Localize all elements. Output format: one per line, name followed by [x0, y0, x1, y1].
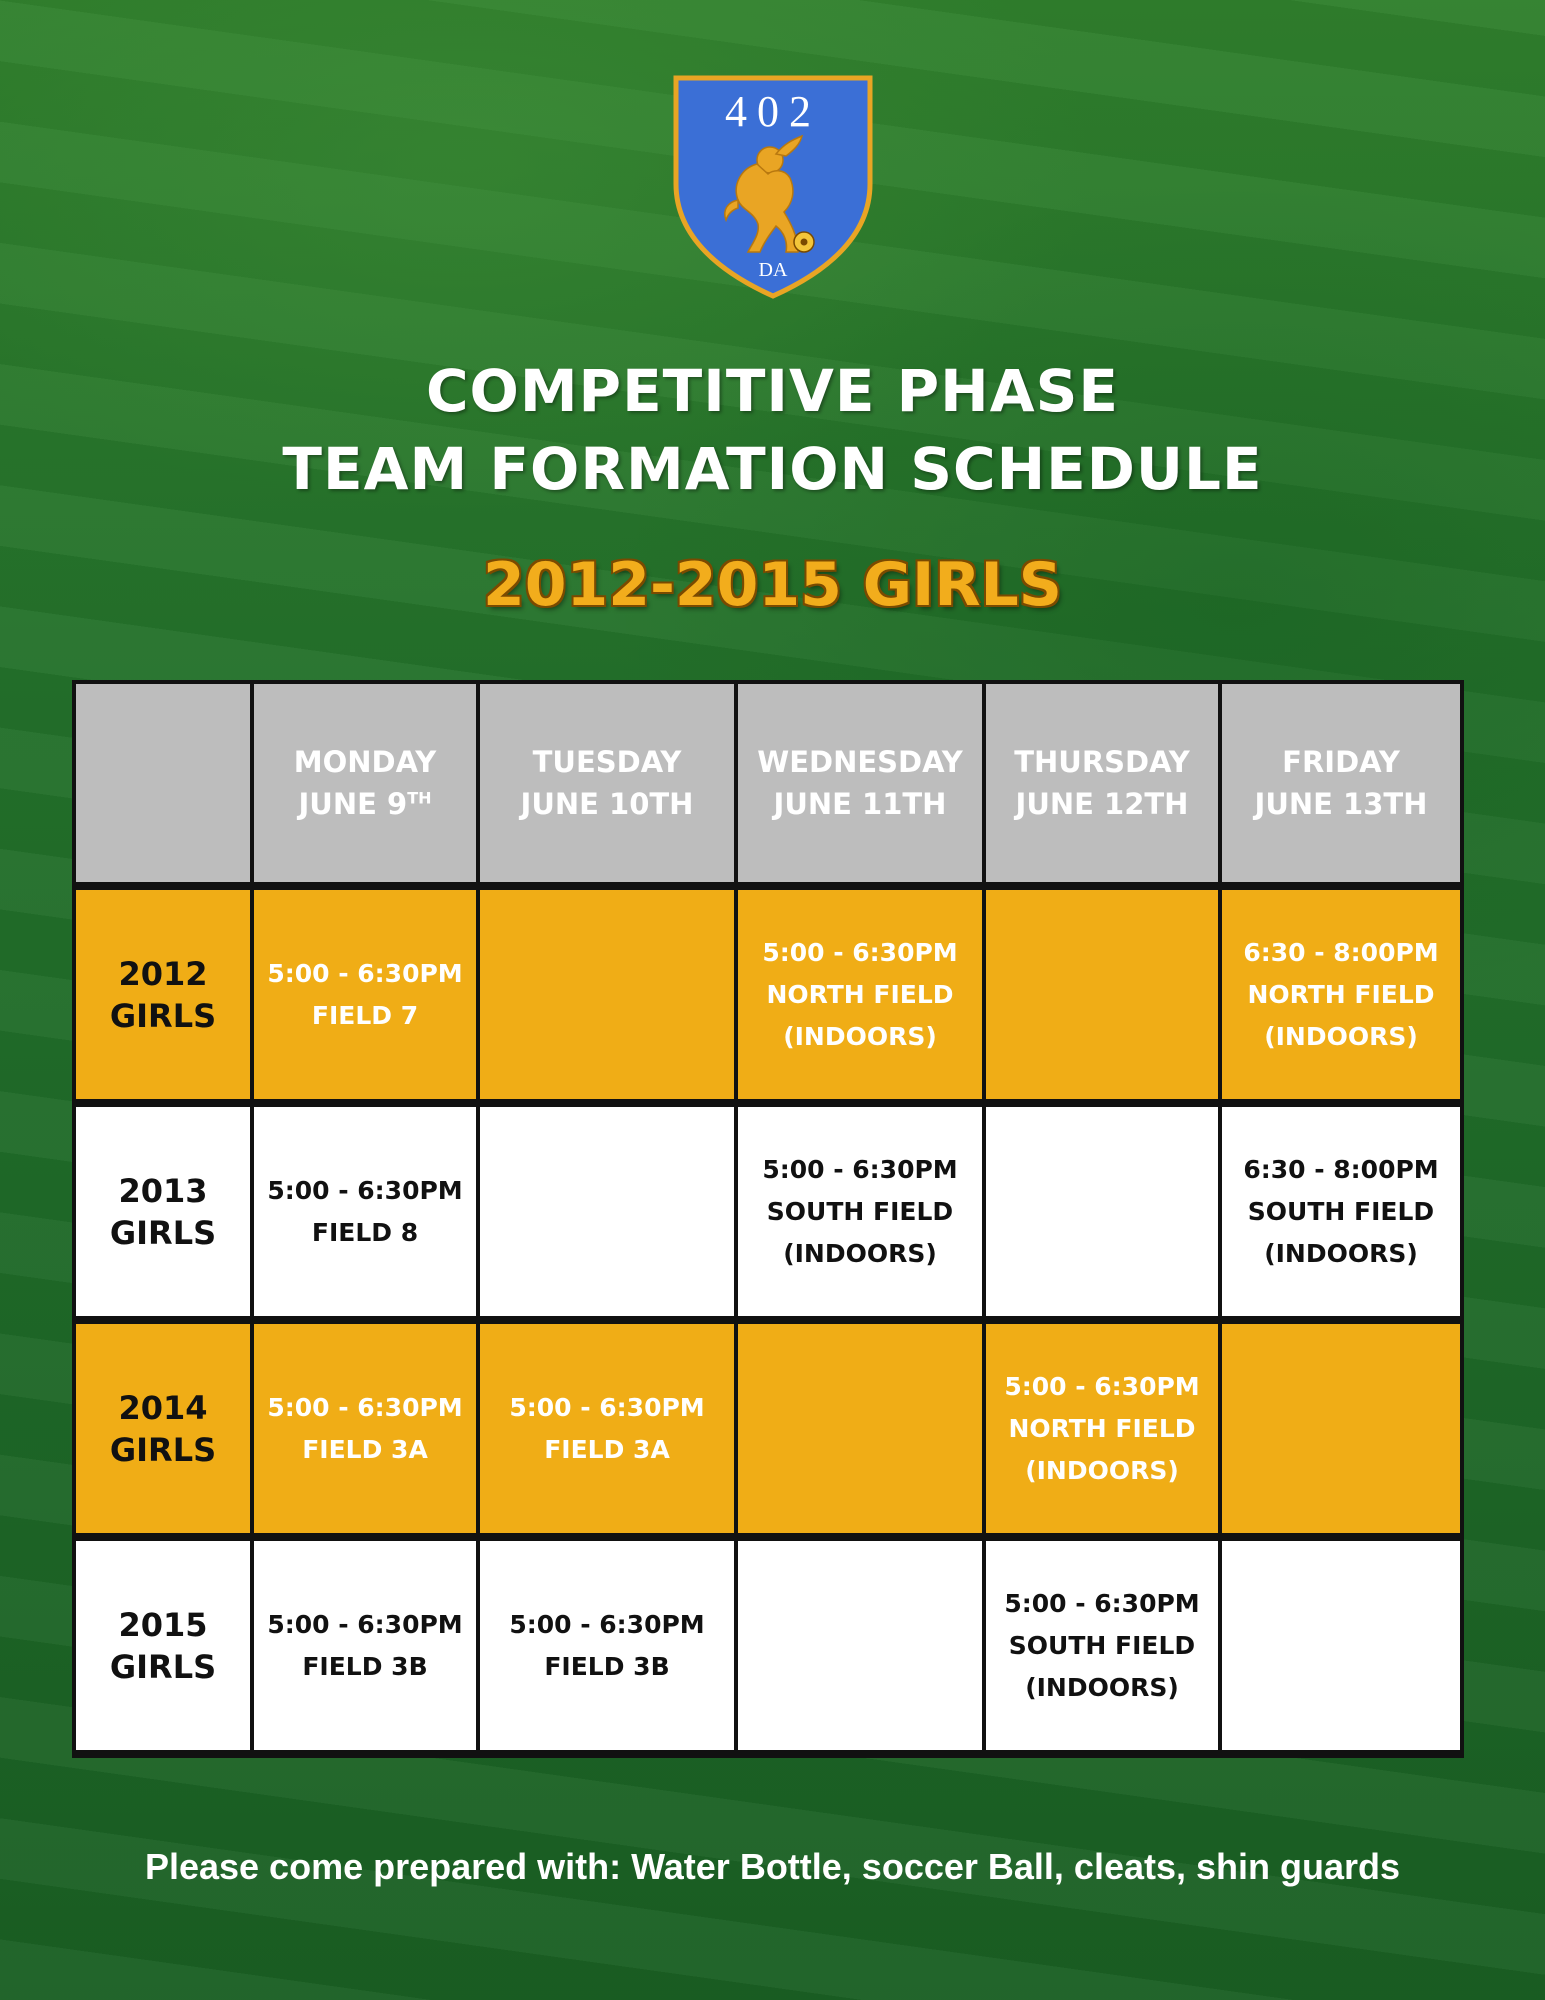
page-subtitle: 2012-2015 GIRLS: [483, 550, 1062, 620]
header-day: THURSDAY: [1014, 745, 1190, 779]
session-cell: [478, 1320, 736, 1537]
row-label-cell: [74, 1537, 252, 1754]
session-cell: [984, 1537, 1220, 1754]
session-field: SOUTH FIELD: [1008, 1630, 1196, 1660]
session-cell: [984, 1320, 1220, 1537]
crest-initials: DA: [758, 259, 788, 281]
session-field: FIELD 7: [311, 1000, 419, 1030]
session-time: 5:00 - 6:30PM: [267, 1175, 463, 1205]
session-cell: [252, 1537, 478, 1754]
crest-number: 402: [725, 87, 821, 136]
row-label-cell: [74, 886, 252, 1103]
session-note: (INDOORS): [783, 1021, 937, 1051]
row-group: GIRLS: [109, 996, 217, 1035]
empty-session-cell: [478, 886, 736, 1103]
session-cell: [1220, 1103, 1462, 1320]
header-cell-wednesday: [736, 682, 984, 886]
table-row-2012: [74, 886, 1462, 1103]
header-date-suffix: TH: [407, 788, 432, 808]
header-date: JUNE 12TH: [1015, 787, 1189, 821]
header-day: TUESDAY: [532, 745, 682, 779]
session-note: (INDOORS): [1025, 1455, 1179, 1485]
empty-session-cell: [736, 1320, 984, 1537]
session-cell: [1220, 886, 1462, 1103]
page-title-line1: COMPETITIVE PHASE: [425, 357, 1120, 425]
table-row-2014: [74, 1320, 1462, 1537]
session-cell: [736, 1103, 984, 1320]
table-row-2013: [74, 1103, 1462, 1320]
session-cell: [252, 1320, 478, 1537]
empty-session-cell: [736, 1537, 984, 1754]
session-time: 5:00 - 6:30PM: [762, 1154, 958, 1184]
empty-session-cell: [984, 1103, 1220, 1320]
session-time: 5:00 - 6:30PM: [267, 1609, 463, 1639]
session-note: (INDOORS): [1264, 1238, 1418, 1268]
empty-session-cell: [1220, 1537, 1462, 1754]
session-field: NORTH FIELD: [766, 979, 954, 1009]
session-field: SOUTH FIELD: [1247, 1196, 1435, 1226]
soccer-ball-icon: [794, 232, 814, 252]
header-corner-cell: [74, 682, 252, 886]
session-cell: [478, 1537, 736, 1754]
session-field: NORTH FIELD: [1008, 1413, 1196, 1443]
header-cell-thursday: [984, 682, 1220, 886]
session-time: 5:00 - 6:30PM: [509, 1392, 705, 1422]
session-time: 5:00 - 6:30PM: [762, 937, 958, 967]
row-label-cell: [74, 1103, 252, 1320]
session-note: (INDOORS): [783, 1238, 937, 1268]
empty-session-cell: [478, 1103, 736, 1320]
session-field: NORTH FIELD: [1247, 979, 1435, 1009]
header-cell-friday: [1220, 682, 1462, 886]
page-title-line2: TEAM FORMATION SCHEDULE: [282, 435, 1263, 503]
header-day: FRIDAY: [1282, 745, 1400, 779]
session-time: 6:30 - 8:00PM: [1243, 937, 1439, 967]
session-cell: [736, 886, 984, 1103]
session-cell: [252, 1103, 478, 1320]
session-time: 5:00 - 6:30PM: [1004, 1371, 1200, 1401]
header-date: JUNE 11TH: [773, 787, 947, 821]
row-label-cell: [74, 1320, 252, 1537]
session-field: FIELD 8: [311, 1217, 419, 1247]
row-group: GIRLS: [109, 1647, 217, 1686]
session-note: (INDOORS): [1264, 1021, 1418, 1051]
session-note: (INDOORS): [1025, 1672, 1179, 1702]
session-field: FIELD 3A: [544, 1434, 670, 1464]
row-year: 2015: [118, 1605, 208, 1644]
table-row-2015: [74, 1537, 1462, 1754]
row-year: 2013: [118, 1171, 208, 1210]
header-day: WEDNESDAY: [757, 745, 963, 779]
header-date: JUNE 9: [298, 787, 408, 821]
row-group: GIRLS: [109, 1430, 217, 1469]
empty-session-cell: [1220, 1320, 1462, 1537]
session-time: 6:30 - 8:00PM: [1243, 1154, 1439, 1184]
session-field: FIELD 3A: [302, 1434, 428, 1464]
session-time: 5:00 - 6:30PM: [267, 958, 463, 988]
session-time: 5:00 - 6:30PM: [267, 1392, 463, 1422]
footer-note: Please come prepared with: Water Bottle, soccer Ball, cleats, shin guards: [144, 1846, 1401, 1887]
session-time: 5:00 - 6:30PM: [1004, 1588, 1200, 1618]
header-day: MONDAY: [293, 745, 437, 779]
session-field: FIELD 3B: [544, 1651, 670, 1681]
club-crest-logo: [672, 74, 874, 300]
header-cell-monday: [252, 682, 478, 886]
empty-session-cell: [984, 886, 1220, 1103]
session-field: SOUTH FIELD: [766, 1196, 954, 1226]
header-date: JUNE 10TH: [520, 787, 694, 821]
header-date: JUNE 13TH: [1254, 787, 1428, 821]
header-cell-tuesday: [478, 682, 736, 886]
schedule-table: [72, 680, 1464, 1758]
row-year: 2014: [118, 1388, 208, 1427]
session-time: 5:00 - 6:30PM: [509, 1609, 705, 1639]
session-cell: [252, 886, 478, 1103]
row-year: 2012: [118, 954, 208, 993]
session-field: FIELD 3B: [302, 1651, 428, 1681]
row-group: GIRLS: [109, 1213, 217, 1252]
header-row: [74, 682, 1462, 886]
